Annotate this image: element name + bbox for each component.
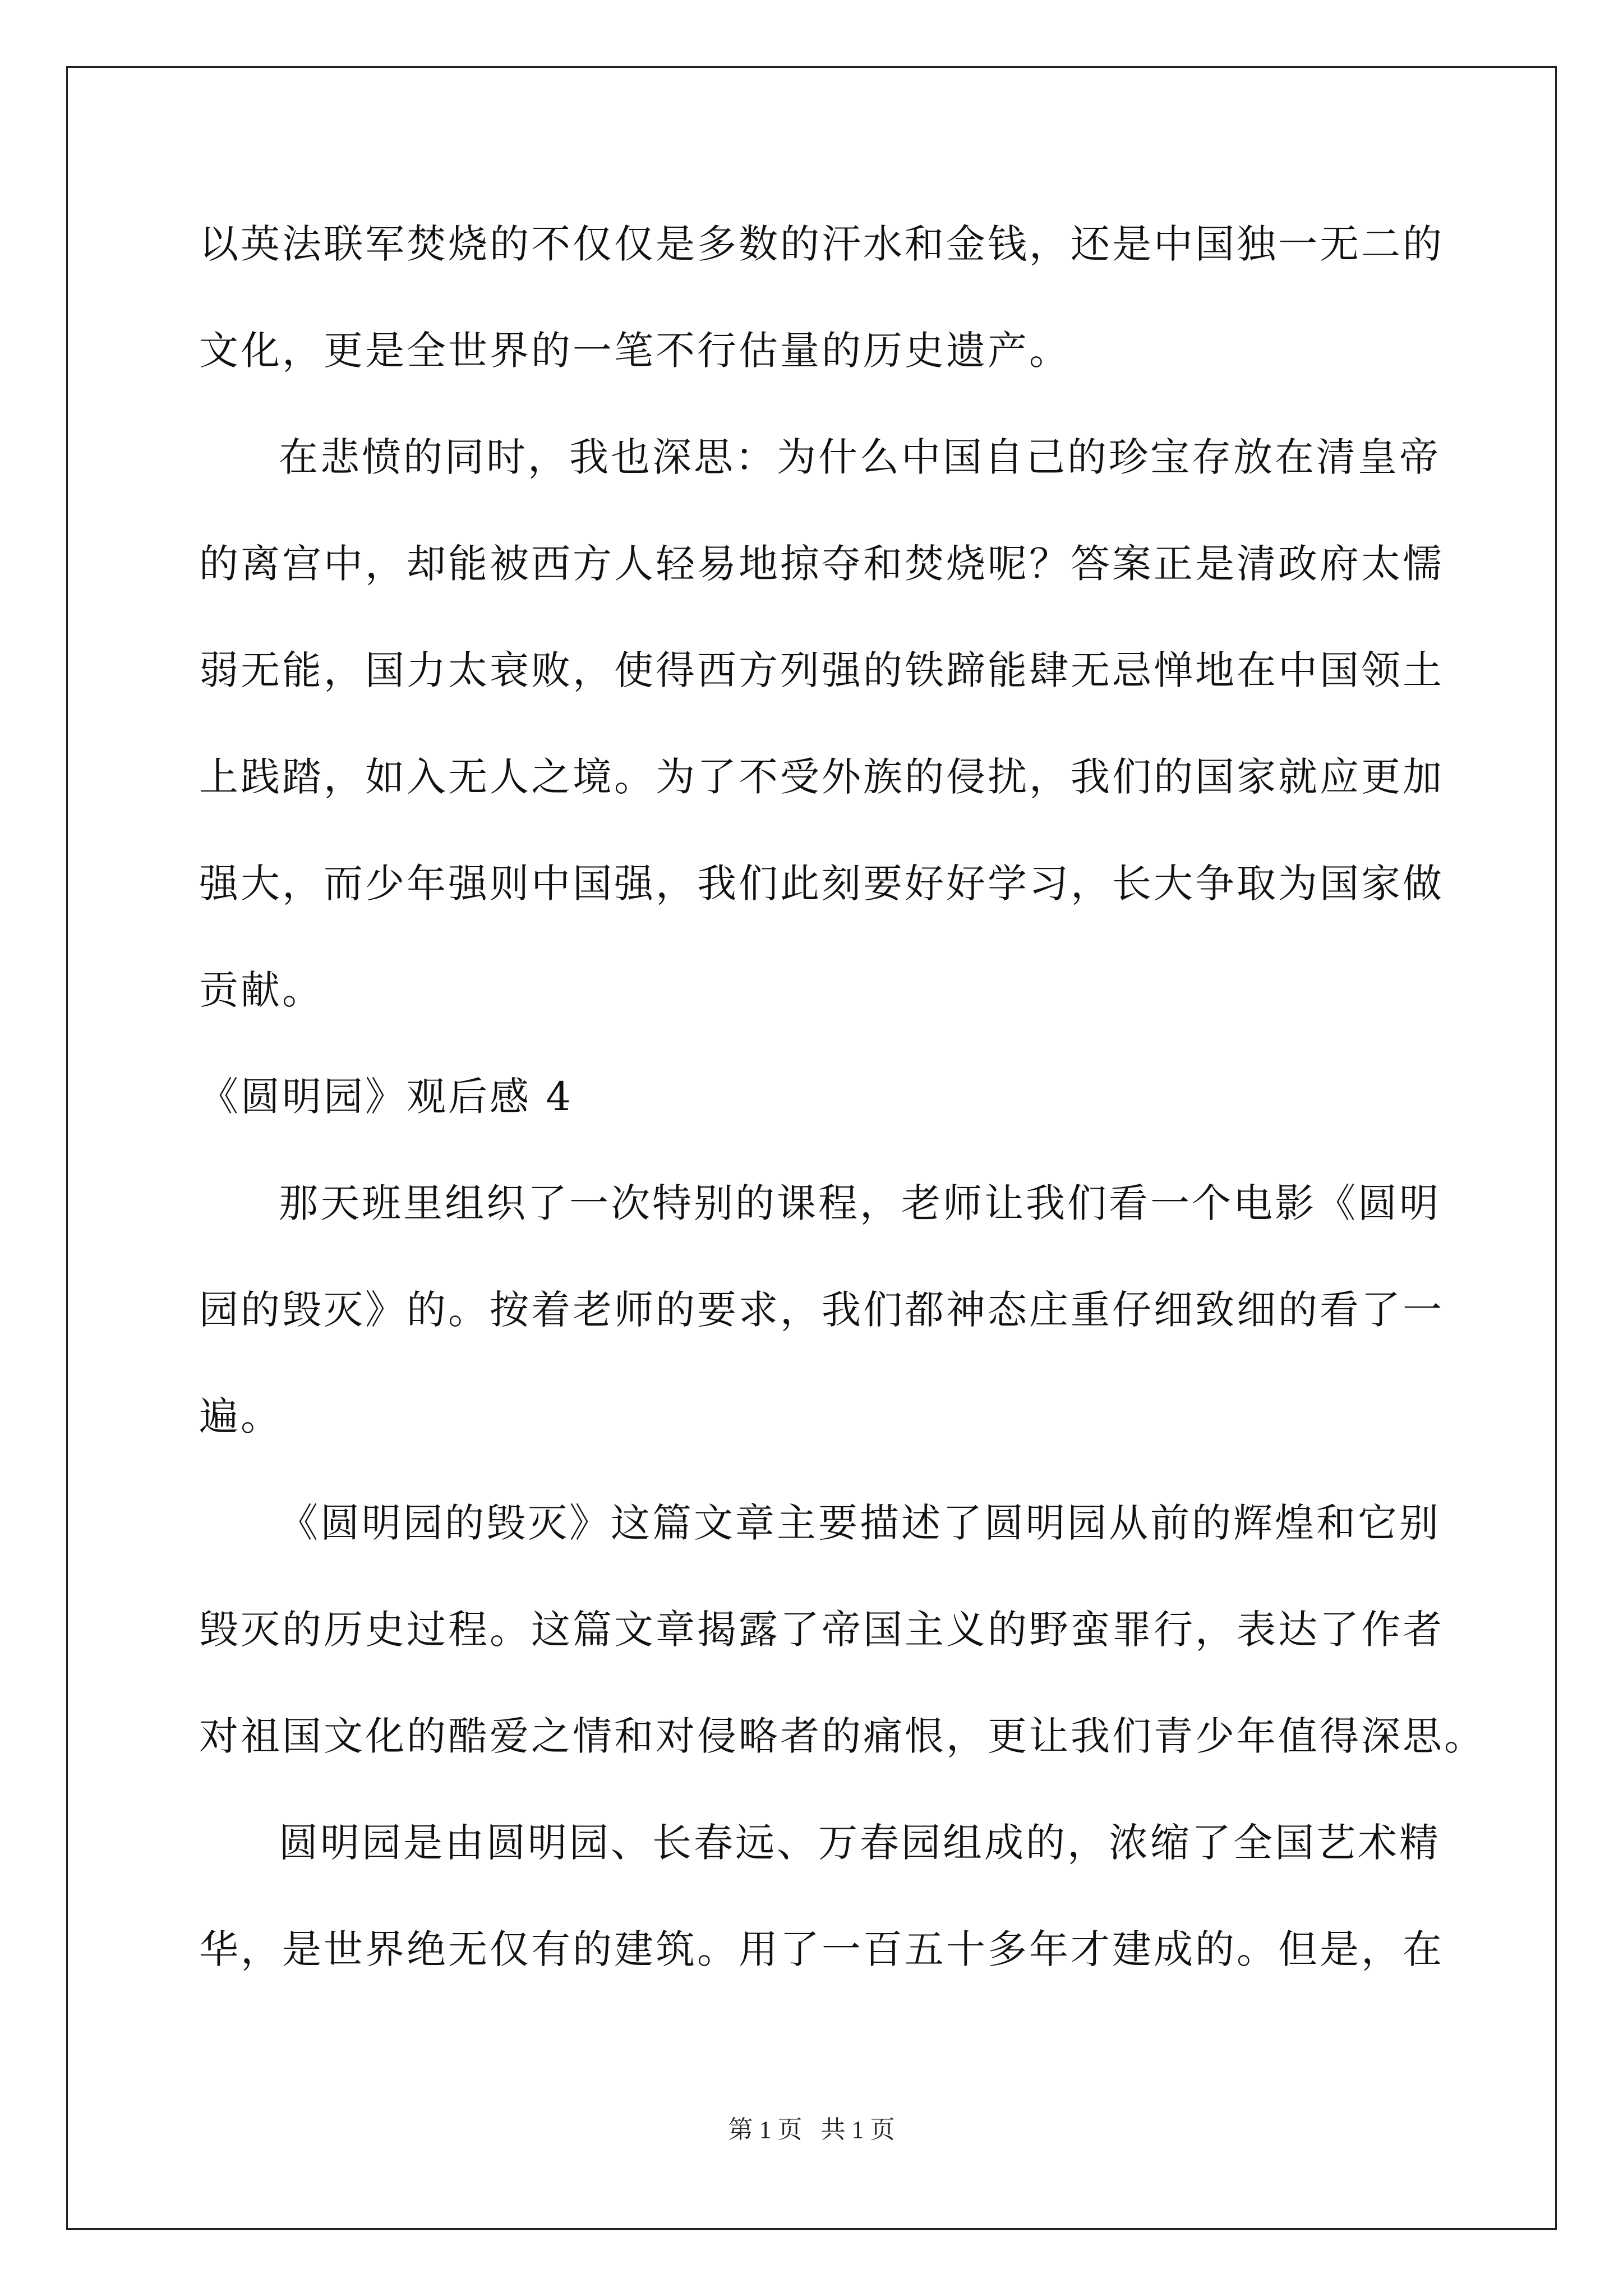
text-line: 圆明园是由圆明园、长春远、万春园组成的，浓缩了全国艺术精	[279, 1820, 1441, 1866]
text-line: 华，是世界绝无仅有的建筑。用了一百五十多年才建成的。但是，在	[199, 1926, 1444, 1972]
text-line: 贡献。	[199, 967, 324, 1013]
text-line: 强大，而少年强则中国强，我们此刻要好好学习，长大争取为国家做	[199, 861, 1444, 907]
text-line: 那天班里组织了一次特别的课程，老师让我们看一个电影《圆明	[279, 1180, 1441, 1226]
text-line: 在悲愤的同时，我也深思：为什么中国自己的珍宝存放在清皇帝	[279, 434, 1441, 480]
text-line: 的离宫中，却能被西方人轻易地掠夺和焚烧呢？答案正是清政府太懦	[199, 541, 1444, 587]
text-line: 园的毁灭》的。按着老师的要求，我们都神态庄重仔细致细的看了一	[199, 1287, 1444, 1333]
section-heading: 《圆明园》观后感 4	[199, 1074, 573, 1120]
document-body	[199, 191, 1486, 2003]
page-footer: 第 1 页 共 1 页	[728, 2116, 895, 2143]
text-line: 毁灭的历史过程。这篇文章揭露了帝国主义的野蛮罪行，表达了作者	[199, 1607, 1444, 1653]
text-line: 上践踏，如入无人之境。为了不受外族的侵扰，我们的国家就应更加	[199, 754, 1444, 800]
text-line: 遍。	[199, 1393, 282, 1439]
text-line: 《圆明园的毁灭》这篇文章主要描述了圆明园从前的辉煌和它别	[279, 1500, 1441, 1546]
text-line: 弱无能，国力太衰败，使得西方列强的铁蹄能肆无忌惮地在中国领土	[199, 647, 1444, 693]
text-line: 对祖国文化的酷爱之情和对侵略者的痛恨，更让我们青少年值得深思。	[199, 1713, 1486, 1759]
text-line: 以英法联军焚烧的不仅仅是多数的汗水和金钱，还是中国独一无二的	[199, 221, 1444, 267]
text-line: 文化，更是全世界的一笔不行估量的历史遗产。	[199, 328, 1071, 374]
